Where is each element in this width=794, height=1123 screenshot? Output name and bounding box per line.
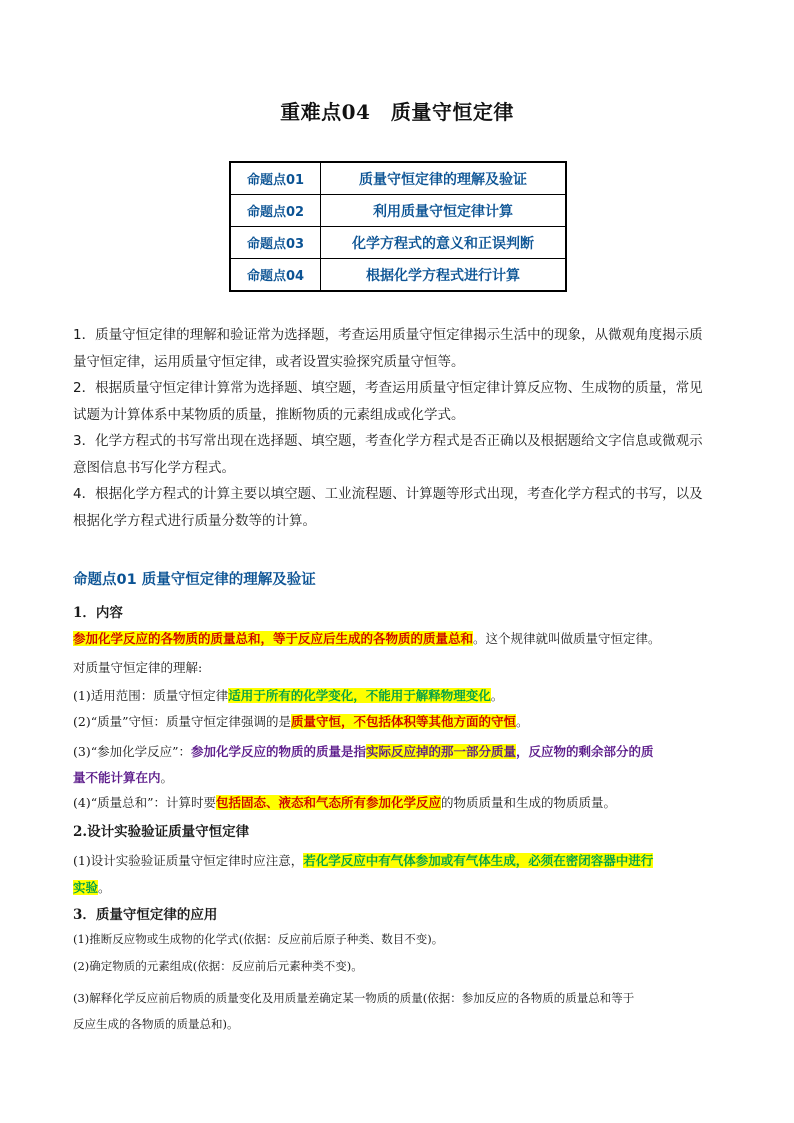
highlight: 质量守恒，不包括体积等其他方面的守恒: [291, 714, 517, 729]
intro-line: 2．根据质量守恒定律计算常为选择题、填空题，考查运用质量守恒定律计算反应物、生成物的质量，常见: [73, 380, 703, 396]
application-item-2: (2)确定物质的元素组成(依据：反应前后元素种类不变)。: [73, 959, 363, 973]
topic-label: 质量守恒定律的理解及验证: [321, 162, 567, 195]
table-row: [230, 162, 566, 195]
topic-code: 命题点02: [230, 195, 321, 227]
subheading-content: 1．内容: [73, 605, 123, 621]
highlight: 包括固态、液态和气态所有参加化学反应: [216, 795, 442, 810]
intro-line: 根据化学方程式进行质量分数等的计算。: [73, 512, 316, 529]
topic-code: 命题点01: [230, 162, 321, 195]
understanding-item-2: (2)“质量”守恒：质量守恒定律强调的是质量守恒，不包括体积等其他方面的守恒。: [73, 714, 529, 729]
understanding-intro: 对质量守恒定律的理解:: [73, 660, 203, 675]
page-title: 重难点04 质量守恒定律: [280, 100, 514, 124]
definition-highlight: 参加化学反应的各物质的质量总和，等于反应后生成的各物质的质量总和: [73, 631, 474, 646]
intro-paragraphs: [73, 322, 733, 534]
topic-index-table: [229, 161, 567, 292]
section-heading: 命题点01 质量守恒定律的理解及验证: [73, 572, 316, 588]
table-row: [230, 195, 566, 227]
table-row: [230, 227, 566, 259]
intro-line: 试题为计算体系中某物质的质量，推断物质的元素组成或化学式。: [73, 406, 465, 423]
highlight: 实际反应掉的那一部分质量: [366, 744, 517, 759]
understanding-item-3: (3)“参加化学反应”：参加化学反应的物质的质量是指实际反应掉的那一部分质量，反应物的剩余部分的质 量不能计算在内。: [73, 744, 654, 785]
experiment-note: (1)设计实验验证质量守恒定律时应注意，若化学反应中有气体参加或有气体生成，必须在密闭容器中进行 实验。: [73, 853, 654, 895]
highlight: 实验: [73, 880, 99, 895]
understanding-item-4: (4)“质量总和”：计算时要包括固态、液态和气态所有参加化学反应的物质质量和生成的物质质量。: [73, 795, 617, 810]
intro-line: 量守恒定律，运用质量守恒定律，或者设置实验探究质量守恒等。: [73, 353, 465, 370]
intro-line: 3．化学方程式的书写常出现在选择题、填空题，考查化学方程式是否正确以及根据题给文字信息或微观示: [73, 433, 703, 449]
topic-label: 利用质量守恒定律计算: [321, 195, 567, 227]
topic-code: 命题点04: [230, 259, 321, 292]
topic-code: 命题点03: [230, 227, 321, 259]
topic-label: 化学方程式的意义和正误判断: [321, 227, 567, 259]
understanding-item-1: (1)适用范围：质量守恒定律适用于所有的化学变化，不能用于解释物理变化。: [73, 688, 504, 703]
table-row: [230, 259, 566, 292]
intro-line: 1．质量守恒定律的理解和验证常为选择题，考查运用质量守恒定律揭示生活中的现象，从微观角度揭示质: [73, 327, 703, 343]
intro-line: 4．根据化学方程式的计算主要以填空题、工业流程题、计算题等形式出现，考查化学方程式的书写，以及: [73, 486, 703, 502]
topic-label: 根据化学方程式进行计算: [321, 259, 567, 292]
subheading-application: 3．质量守恒定律的应用: [73, 907, 218, 923]
application-item-1: (1)推断反应物或生成物的化学式(依据：反应前后原子种类、数目不变)。: [73, 932, 444, 946]
intro-line: 意图信息书写化学方程式。: [73, 459, 235, 476]
definition-line: [73, 629, 733, 647]
application-item-3: (3)解释化学反应前后物质的质量变化及用质量差确定某一物质的质量(依据：参加反应的各物质的质量总和等于 反应生成的各物质的质量总和)。: [73, 991, 635, 1031]
highlight: 适用于所有的化学变化，不能用于解释物理变化: [228, 688, 491, 703]
subheading-experiment: 2.设计实验验证质量守恒定律: [73, 824, 250, 840]
definition-rest: 。这个规律就叫做质量守恒定律。: [473, 631, 661, 646]
highlight: 若化学反应中有气体参加或有气体生成，必须在密闭容器中进行: [303, 853, 654, 868]
